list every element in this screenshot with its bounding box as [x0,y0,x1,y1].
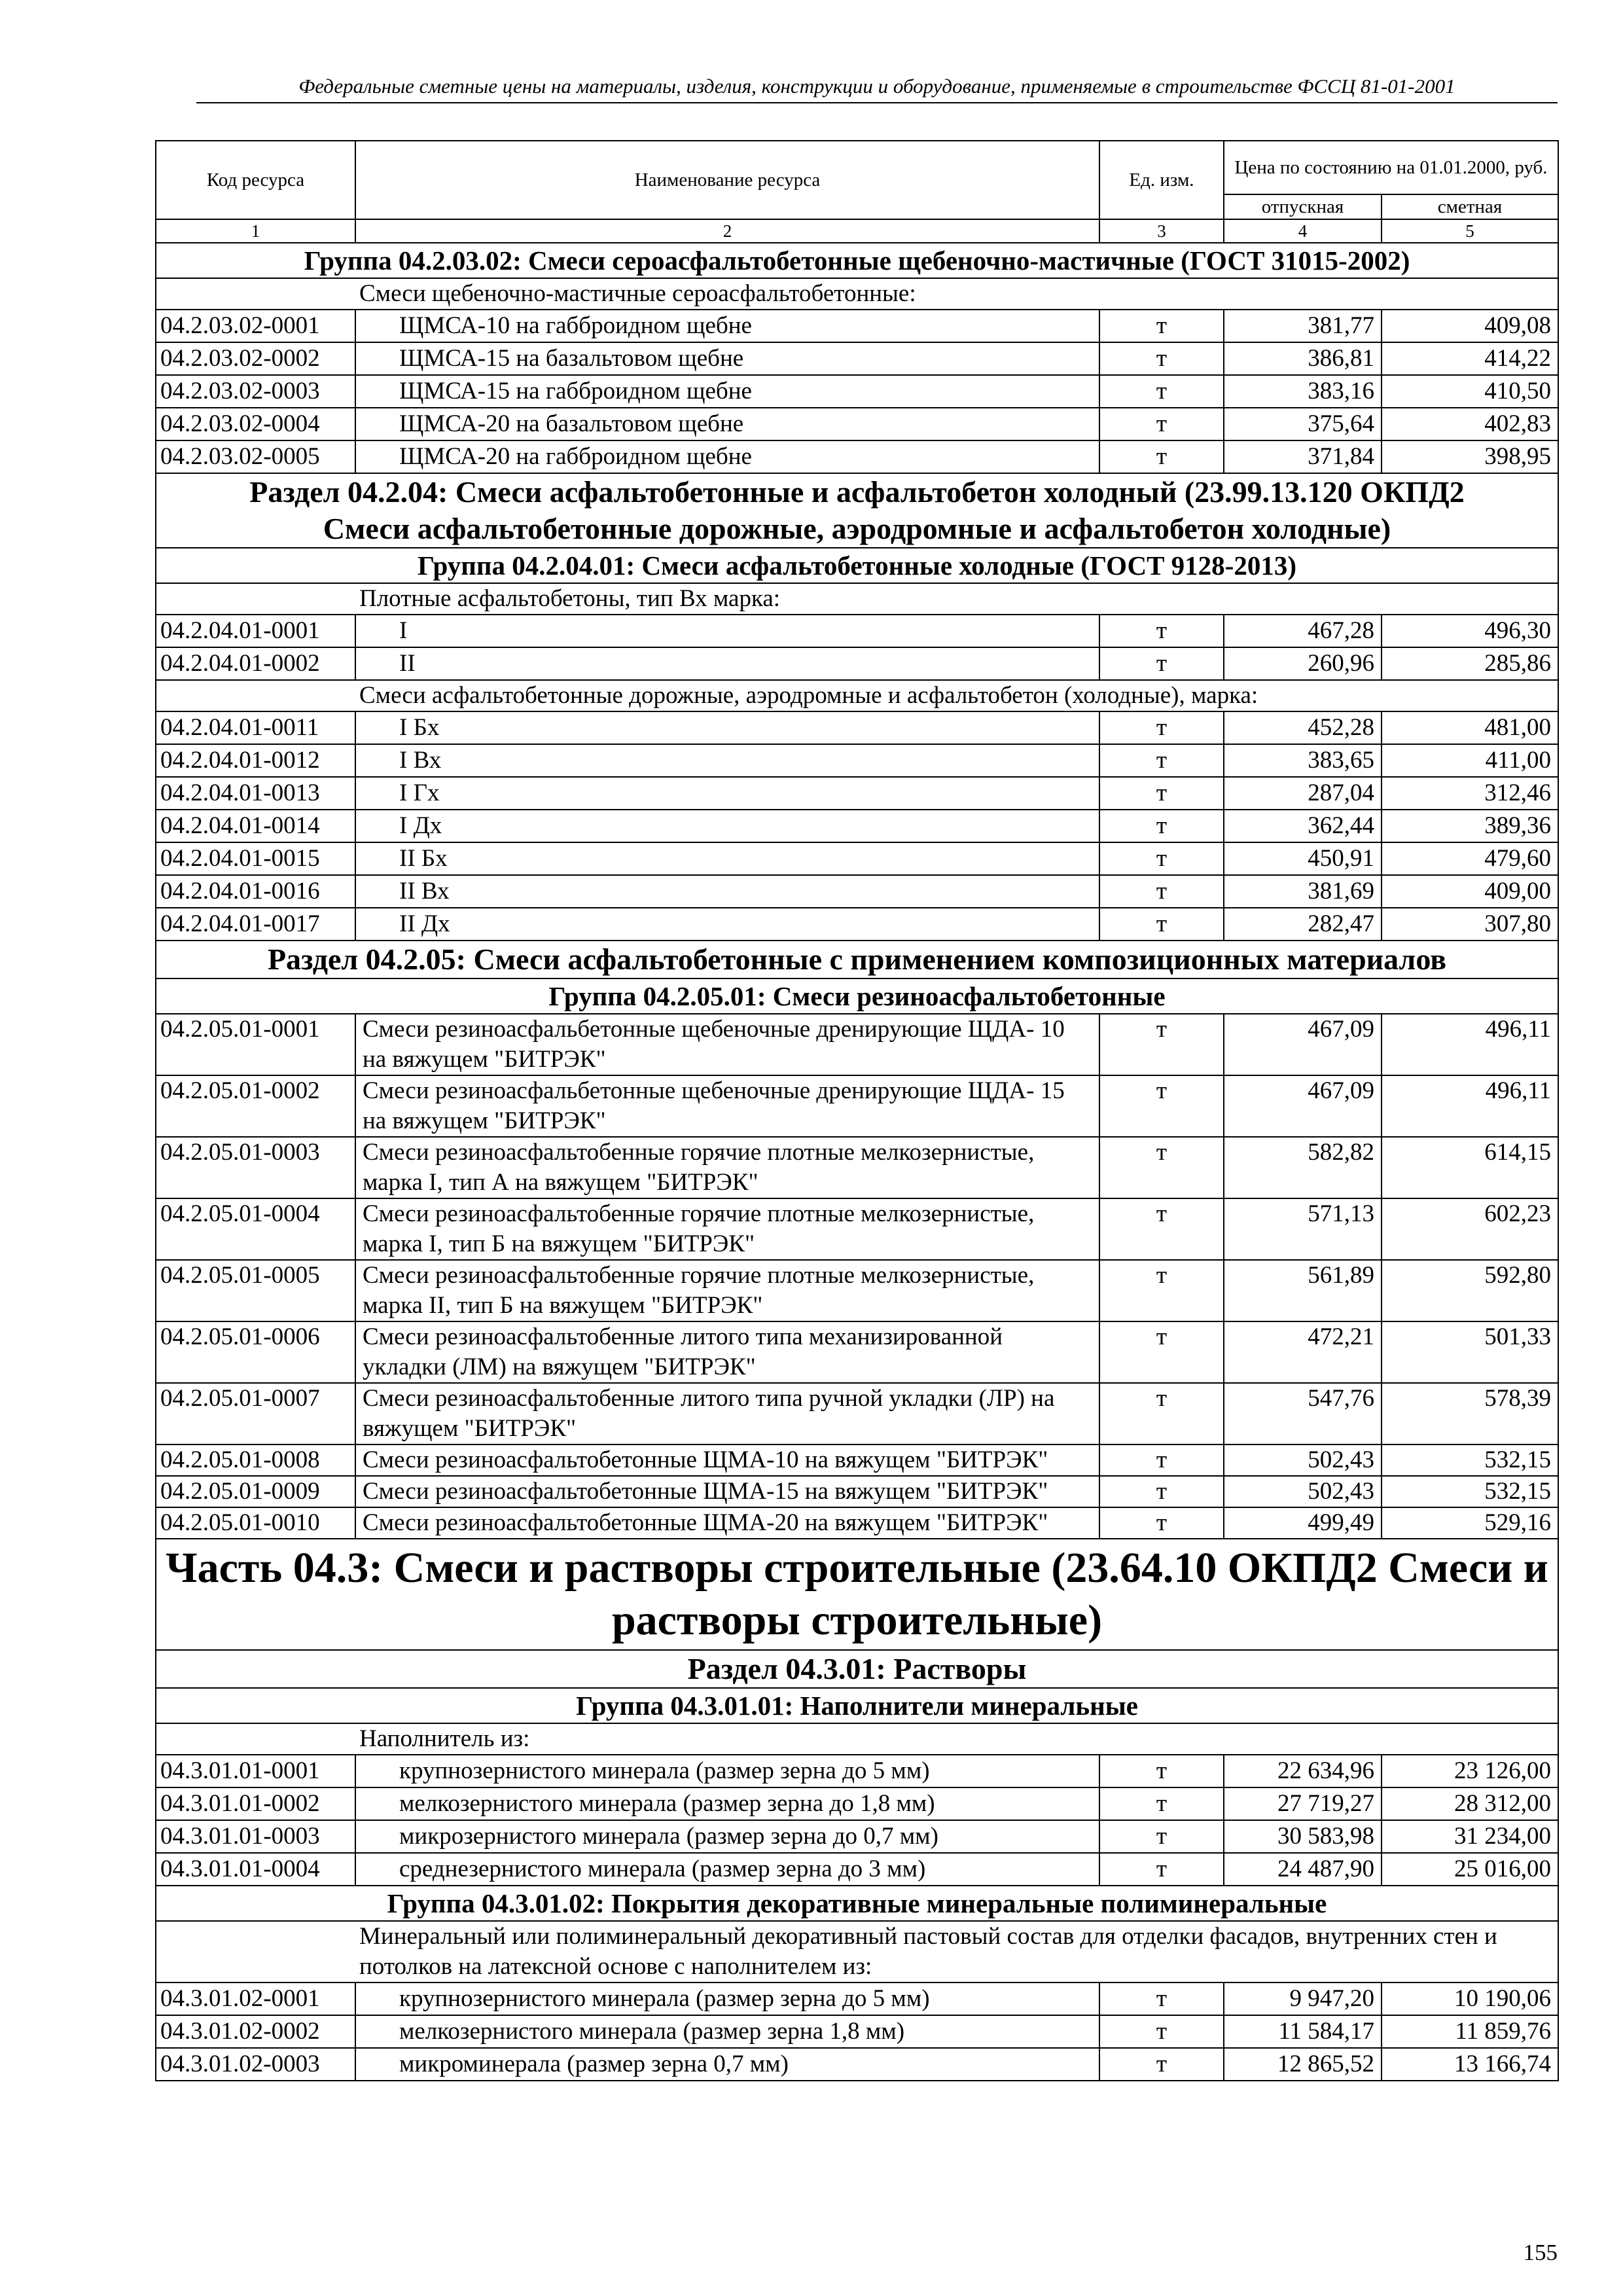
group-heading [156,243,1558,278]
table-row [156,875,1558,908]
estimate-price: 409,00 [1382,875,1558,908]
resource-name: I Бх [355,711,1099,744]
unit-of-measure: т [1099,1755,1224,1787]
release-price: 472,21 [1224,1321,1382,1383]
resource-name: ЩМСА-15 на габброидном щебне [355,375,1099,408]
estimate-price: 307,80 [1382,908,1558,941]
table-row [156,1787,1558,1820]
table-row [156,342,1558,375]
section-title: Раздел 04.2.05: Смеси асфальтобетонные с применением композиционных материалов [156,941,1558,978]
table-row [156,1383,1558,1444]
release-price: 12 865,52 [1224,2048,1382,2081]
resource-name: микроминерала (размер зерна 0,7 мм) [355,2048,1099,2081]
unit-of-measure: т [1099,711,1224,744]
header-row [156,141,1558,194]
unit-of-measure: т [1099,1853,1224,1886]
unit-of-measure: т [1099,1260,1224,1321]
table-row [156,1507,1558,1539]
table-row [156,1321,1558,1383]
unit-of-measure: т [1099,1507,1224,1539]
release-price: 282,47 [1224,908,1382,941]
resource-name: II Бх [355,842,1099,875]
group-title: Группа 04.3.01.02: Покрытия декоративные минеральные полиминеральные [156,1886,1558,1921]
col-unit-header: Ед. изм. [1099,141,1224,219]
estimate-price: 31 234,00 [1382,1820,1558,1853]
estimate-price: 532,15 [1382,1444,1558,1476]
subgroup-caption-row [156,278,1558,310]
resource-code: 04.2.03.02-0002 [156,342,355,375]
resource-code: 04.2.05.01-0007 [156,1383,355,1444]
section-heading [156,473,1558,548]
resource-code: 04.2.04.01-0001 [156,615,355,647]
section-title: Раздел 04.3.01: Растворы [156,1650,1558,1688]
release-price: 24 487,90 [1224,1853,1382,1886]
resource-code: 04.2.03.02-0001 [156,310,355,342]
unit-of-measure: т [1099,342,1224,375]
subgroup-caption-row [156,1921,1558,1982]
estimate-price: 398,95 [1382,440,1558,473]
section-heading [156,1650,1558,1688]
resource-code: 04.2.05.01-0005 [156,1260,355,1321]
group-title: Группа 04.2.04.01: Смеси асфальтобетонные холодные (ГОСТ 9128-2013) [156,548,1558,583]
unit-of-measure: т [1099,1137,1224,1198]
resource-code: 04.3.01.02-0002 [156,2015,355,2048]
table-row [156,908,1558,941]
resource-code: 04.3.01.01-0004 [156,1853,355,1886]
estimate-price: 28 312,00 [1382,1787,1558,1820]
unit-of-measure: т [1099,875,1224,908]
table-row [156,711,1558,744]
unit-of-measure: т [1099,1476,1224,1507]
group-title: Группа 04.2.03.02: Смеси сероасфальтобетонные щебеночно-мастичные (ГОСТ 31015-2002) [156,243,1558,278]
resource-code: 04.2.04.01-0002 [156,647,355,680]
table-row [156,1014,1558,1075]
release-price: 502,43 [1224,1476,1382,1507]
release-price: 362,44 [1224,810,1382,842]
estimate-price: 285,86 [1382,647,1558,680]
resource-code: 04.3.01.02-0003 [156,2048,355,2081]
resource-name: среднезернистого минерала (размер зерна до 3 мм) [355,1853,1099,1886]
release-price: 582,82 [1224,1137,1382,1198]
resource-name: мелкозернистого минерала (размер зерна 1,8 мм) [355,2015,1099,2048]
resource-name: микрозернистого минерала (размер зерна до 0,7 мм) [355,1820,1099,1853]
release-price: 547,76 [1224,1383,1382,1444]
resource-code: 04.3.01.01-0001 [156,1755,355,1787]
estimate-price: 602,23 [1382,1198,1558,1260]
resource-name: Смеси резиноасфальбетонные щебеночные дренирующие ЩДА- 10 на вяжущем "БИТРЭК" [355,1014,1099,1075]
resource-code: 04.2.04.01-0011 [156,711,355,744]
release-price: 450,91 [1224,842,1382,875]
unit-of-measure: т [1099,615,1224,647]
unit-of-measure: т [1099,777,1224,810]
table-row [156,1198,1558,1260]
col-number: 1 [156,219,355,243]
subgroup-caption: Смеси асфальтобетонные дорожные, аэродромные и асфальтобетон (холодные), марка: [156,680,1558,711]
page-number: 155 [1523,2240,1558,2265]
unit-of-measure: т [1099,744,1224,777]
subgroup-caption: Смеси щебеночно-мастичные сероасфальтобетонные: [156,278,1558,310]
estimate-price: 481,00 [1382,711,1558,744]
header-rule [196,102,1558,103]
group-heading [156,548,1558,583]
subgroup-caption: Наполнитель из: [156,1723,1558,1755]
resource-code: 04.2.05.01-0006 [156,1321,355,1383]
resource-name: II Дх [355,908,1099,941]
table-row [156,744,1558,777]
release-price: 452,28 [1224,711,1382,744]
table-row [156,777,1558,810]
unit-of-measure: т [1099,375,1224,408]
running-header: Федеральные сметные цены на материалы, изделия, конструкции и оборудование, применяемые в строительстве ФССЦ 81-01-2001 [298,75,1455,98]
col-number: 3 [1099,219,1224,243]
table-row [156,1853,1558,1886]
estimate-price: 496,30 [1382,615,1558,647]
group-title: Группа 04.2.05.01: Смеси резиноасфальтобетонные [156,978,1558,1014]
estimate-price: 479,60 [1382,842,1558,875]
unit-of-measure: т [1099,310,1224,342]
resource-name: I Гх [355,777,1099,810]
release-price: 287,04 [1224,777,1382,810]
table-row [156,647,1558,680]
unit-of-measure: т [1099,908,1224,941]
table-row [156,1260,1558,1321]
estimate-price: 532,15 [1382,1476,1558,1507]
unit-of-measure: т [1099,1075,1224,1137]
price-table [155,140,1559,2081]
unit-of-measure: т [1099,1787,1224,1820]
resource-name: Смеси резиноасфальтобенные литого типа ручной укладки (ЛР) на вяжущем "БИТРЭК" [355,1383,1099,1444]
part-heading [156,1539,1558,1650]
resource-name: Смеси резиноасфальтобетонные ЩМА-10 на вяжущем "БИТРЭК" [355,1444,1099,1476]
table-row [156,1444,1558,1476]
estimate-price: 411,00 [1382,744,1558,777]
table-body [156,219,1558,2081]
part-title: Часть 04.3: Смеси и растворы строительные (23.64.10 ОКПД2 Смеси и растворы строительные) [156,1539,1558,1650]
estimate-price: 529,16 [1382,1507,1558,1539]
table-row [156,1820,1558,1853]
estimate-price: 25 016,00 [1382,1853,1558,1886]
resource-name: Смеси резиноасфальтобетонные ЩМА-15 на вяжущем "БИТРЭК" [355,1476,1099,1507]
resource-code: 04.2.05.01-0010 [156,1507,355,1539]
unit-of-measure: т [1099,2015,1224,2048]
estimate-price: 414,22 [1382,342,1558,375]
group-heading [156,1886,1558,1921]
resource-code: 04.2.04.01-0013 [156,777,355,810]
release-price: 30 583,98 [1224,1820,1382,1853]
estimate-price: 614,15 [1382,1137,1558,1198]
unit-of-measure: т [1099,647,1224,680]
table-row [156,1982,1558,2015]
resource-name: I Вх [355,744,1099,777]
unit-of-measure: т [1099,842,1224,875]
unit-of-measure: т [1099,2048,1224,2081]
column-number-row [156,219,1558,243]
resource-name: II [355,647,1099,680]
subgroup-caption: Минеральный или полиминеральный декоративный пастовый состав для отделки фасадов, внутренних стен и потолков на латексной основе с наполнителем из: [156,1921,1558,1982]
resource-name: Смеси резиноасфальбетонные щебеночные дренирующие ЩДА- 15 на вяжущем "БИТРЭК" [355,1075,1099,1137]
table-row [156,1476,1558,1507]
resource-code: 04.2.05.01-0001 [156,1014,355,1075]
resource-code: 04.2.04.01-0012 [156,744,355,777]
table-row [156,408,1558,440]
unit-of-measure: т [1099,1321,1224,1383]
estimate-price: 578,39 [1382,1383,1558,1444]
table-row [156,2048,1558,2081]
release-price: 467,09 [1224,1075,1382,1137]
resource-code: 04.2.05.01-0004 [156,1198,355,1260]
col-estimate-header: сметная [1382,194,1558,219]
resource-name: II Вх [355,875,1099,908]
estimate-price: 496,11 [1382,1075,1558,1137]
resource-name: крупнозернистого минерала (размер зерна до 5 мм) [355,1755,1099,1787]
resource-name: ЩМСА-20 на габброидном щебне [355,440,1099,473]
resource-name: Смеси резиноасфальтобетонные ЩМА-20 на вяжущем "БИТРЭК" [355,1507,1099,1539]
table-row [156,810,1558,842]
table-row [156,310,1558,342]
section-title [156,473,1558,548]
table-row [156,1075,1558,1137]
col-number: 5 [1382,219,1558,243]
resource-code: 04.3.01.01-0002 [156,1787,355,1820]
resource-name: Смеси резиноасфальтобенные горячие плотные мелкозернистые, марка I, тип А на вяжущем "БИТРЭК" [355,1137,1099,1198]
resource-code: 04.3.01.01-0003 [156,1820,355,1853]
estimate-price: 10 190,06 [1382,1982,1558,2015]
estimate-price: 409,08 [1382,310,1558,342]
estimate-price: 410,50 [1382,375,1558,408]
release-price: 467,28 [1224,615,1382,647]
release-price: 260,96 [1224,647,1382,680]
section-title-line: Смеси асфальтобетонные дорожные, аэродромные и асфальтобетон холодные) [323,512,1391,545]
resource-code: 04.3.01.02-0001 [156,1982,355,2015]
release-price: 375,64 [1224,408,1382,440]
col-release-header: отпускная [1224,194,1382,219]
resource-name: мелкозернистого минерала (размер зерна до 1,8 мм) [355,1787,1099,1820]
subgroup-caption: Плотные асфальтобетоны, тип Вх марка: [156,583,1558,615]
col-number: 4 [1224,219,1382,243]
unit-of-measure: т [1099,1982,1224,2015]
estimate-price: 23 126,00 [1382,1755,1558,1787]
release-price: 22 634,96 [1224,1755,1382,1787]
release-price: 9 947,20 [1224,1982,1382,2015]
resource-name: крупнозернистого минерала (размер зерна до 5 мм) [355,1982,1099,2015]
resource-name: Смеси резиноасфальтобенные литого типа механизированной укладки (ЛМ) на вяжущем "БИТРЭК" [355,1321,1099,1383]
release-price: 561,89 [1224,1260,1382,1321]
resource-code: 04.2.04.01-0016 [156,875,355,908]
estimate-price: 496,11 [1382,1014,1558,1075]
estimate-price: 389,36 [1382,810,1558,842]
table-row [156,842,1558,875]
estimate-price: 592,80 [1382,1260,1558,1321]
release-price: 381,69 [1224,875,1382,908]
unit-of-measure: т [1099,408,1224,440]
subgroup-caption-row [156,583,1558,615]
release-price: 502,43 [1224,1444,1382,1476]
resource-code: 04.2.04.01-0014 [156,810,355,842]
subgroup-caption-row [156,1723,1558,1755]
unit-of-measure: т [1099,1820,1224,1853]
unit-of-measure: т [1099,1014,1224,1075]
estimate-price: 11 859,76 [1382,2015,1558,2048]
table-row [156,1755,1558,1787]
group-title: Группа 04.3.01.01: Наполнители минеральные [156,1688,1558,1723]
resource-code: 04.2.03.02-0004 [156,408,355,440]
group-heading [156,1688,1558,1723]
release-price: 381,77 [1224,310,1382,342]
resource-name: Смеси резиноасфальтобенные горячие плотные мелкозернистые, марка I, тип Б на вяжущем "БИТРЭК" [355,1198,1099,1260]
section-heading [156,941,1558,978]
col-price-header: Цена по состоянию на 01.01.2000, руб. [1224,141,1558,194]
unit-of-measure: т [1099,1444,1224,1476]
unit-of-measure: т [1099,810,1224,842]
resource-code: 04.2.04.01-0017 [156,908,355,941]
resource-code: 04.2.05.01-0002 [156,1075,355,1137]
release-price: 571,13 [1224,1198,1382,1260]
resource-code: 04.2.05.01-0003 [156,1137,355,1198]
resource-name: Смеси резиноасфальтобенные горячие плотные мелкозернистые, марка II, тип Б на вяжущем "БИТРЭК" [355,1260,1099,1321]
release-price: 383,65 [1224,744,1382,777]
estimate-price: 402,83 [1382,408,1558,440]
resource-code: 04.2.04.01-0015 [156,842,355,875]
resource-name: ЩМСА-10 на габброидном щебне [355,310,1099,342]
col-name-header: Наименование ресурса [355,141,1099,219]
col-code-header: Код ресурса [156,141,355,219]
release-price: 383,16 [1224,375,1382,408]
resource-name: I [355,615,1099,647]
col-number: 2 [355,219,1099,243]
resource-name: ЩМСА-15 на базальтовом щебне [355,342,1099,375]
resource-name: ЩМСА-20 на базальтовом щебне [355,408,1099,440]
resource-code: 04.2.05.01-0008 [156,1444,355,1476]
table-row [156,2015,1558,2048]
unit-of-measure: т [1099,1198,1224,1260]
release-price: 371,84 [1224,440,1382,473]
section-title-line: Раздел 04.2.04: Смеси асфальтобетонные и асфальтобетон холодный (23.99.13.120 ОКПД2 [249,475,1465,509]
unit-of-measure: т [1099,440,1224,473]
release-price: 499,49 [1224,1507,1382,1539]
table-row [156,375,1558,408]
release-price: 11 584,17 [1224,2015,1382,2048]
estimate-price: 312,46 [1382,777,1558,810]
resource-code: 04.2.03.02-0005 [156,440,355,473]
release-price: 27 719,27 [1224,1787,1382,1820]
release-price: 386,81 [1224,342,1382,375]
release-price: 467,09 [1224,1014,1382,1075]
estimate-price: 13 166,74 [1382,2048,1558,2081]
table-row [156,1137,1558,1198]
resource-code: 04.2.05.01-0009 [156,1476,355,1507]
estimate-price: 501,33 [1382,1321,1558,1383]
unit-of-measure: т [1099,1383,1224,1444]
resource-code: 04.2.03.02-0003 [156,375,355,408]
group-heading [156,978,1558,1014]
table-row [156,440,1558,473]
resource-name: I Дх [355,810,1099,842]
table-row [156,615,1558,647]
subgroup-caption-row [156,680,1558,711]
